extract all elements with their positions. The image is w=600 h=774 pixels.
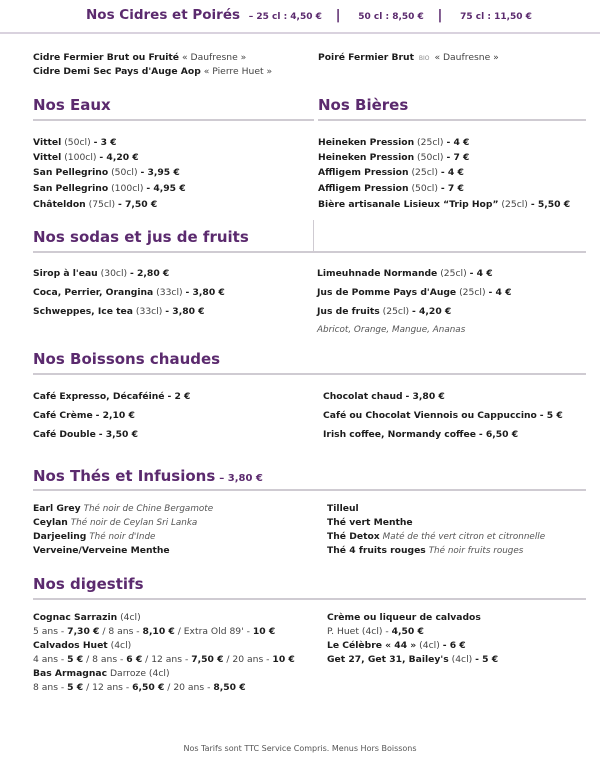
- item-size: (25cl): [417, 137, 444, 148]
- item-price: - 4,20 €: [99, 152, 139, 163]
- item-size: (100cl): [64, 152, 97, 163]
- item-price: - 7,50 €: [118, 199, 158, 210]
- biere-item: [318, 183, 464, 194]
- item-size: (50cl): [111, 167, 138, 178]
- item-name: Jus de fruits: [317, 306, 380, 317]
- item-size: (25cl): [440, 268, 467, 279]
- digestif-item: [327, 612, 481, 623]
- digestif-item: [327, 654, 498, 665]
- the-item: [327, 503, 359, 515]
- age-label: / 20 ans -: [226, 654, 270, 665]
- item-size: (30cl): [100, 268, 128, 279]
- age-label: / 20 ans -: [167, 682, 211, 693]
- section-title-bieres: Nos Bières: [318, 96, 409, 114]
- item-desc: Thé noir fruits rouges: [428, 546, 524, 556]
- item-size: (4cl): [110, 640, 132, 651]
- age-price: 8,10 €: [142, 626, 175, 637]
- digestif-prices: [33, 682, 246, 693]
- item-price: - 3 €: [93, 137, 117, 148]
- soda-item: [33, 287, 225, 298]
- item-price: - 3,95 €: [140, 167, 180, 178]
- section-divider: [33, 598, 586, 600]
- eau-item: [33, 152, 139, 163]
- section-divider: [33, 119, 314, 121]
- item-name: Café Expresso, Décaféiné: [33, 391, 165, 402]
- the-item: [33, 545, 170, 557]
- item-price: - 6 €: [442, 640, 466, 651]
- biere-item: [318, 152, 469, 163]
- item-name: Affligem Pression: [318, 183, 409, 194]
- item-name: Thé Detox: [327, 531, 380, 542]
- section-divider: [33, 489, 586, 491]
- footer-note: Nos Tarifs sont TTC Service Compris. Menus Hors Boissons: [183, 744, 417, 753]
- item-desc: « Daufresne »: [181, 52, 247, 63]
- item-name: Poiré Fermier Brut: [318, 52, 414, 63]
- section-divider: [318, 119, 586, 121]
- biere-item: [318, 199, 570, 210]
- the-item: [33, 531, 155, 543]
- jus-item: [317, 268, 493, 279]
- item-name: Bière artisanale Lisieux “Trip Hop”: [318, 199, 499, 210]
- item-price: - 7 €: [440, 183, 464, 194]
- item-name: Affligem Pression: [318, 167, 409, 178]
- section-title-digestifs: Nos digestifs: [33, 575, 144, 593]
- digestif-item: [33, 640, 131, 651]
- item-size: (25cl): [459, 287, 486, 298]
- age-label: 5 ans -: [33, 626, 65, 637]
- age-price: 8,50 €: [213, 682, 246, 693]
- item-name: San Pellegrino: [33, 183, 109, 194]
- item-price: - 4,95 €: [146, 183, 186, 194]
- item-name: Thé vert Menthe: [327, 517, 413, 528]
- item-name: Chocolat chaud: [323, 391, 403, 402]
- item-size: (33cl): [135, 306, 163, 317]
- header-bar: [0, 0, 600, 34]
- item-size: (4cl): [148, 668, 170, 679]
- item-desc: Maté de thé vert citron et citronnelle: [382, 532, 546, 542]
- digestif-prices: [327, 626, 424, 637]
- section-price: – 3,80 €: [219, 473, 263, 484]
- poire-item: [318, 52, 499, 64]
- bio-badge: BIO: [418, 55, 430, 62]
- item-name: Crème ou liqueur de calvados: [327, 612, 481, 623]
- soda-item: [33, 306, 205, 317]
- item-price: - 4 €: [440, 167, 464, 178]
- item-price: - 3,80 €: [405, 391, 445, 402]
- jus-flavors: [317, 324, 465, 336]
- age-label: / Extra Old 89' -: [177, 626, 250, 637]
- item-price: - 7 €: [446, 152, 470, 163]
- item-price: - 4 €: [446, 137, 470, 148]
- item-name: Sirop à l'eau: [33, 268, 98, 279]
- item-price: - 2 €: [167, 391, 191, 402]
- digestif-item: [33, 668, 170, 679]
- item-size: (4cl): [451, 654, 473, 665]
- age-label: / 12 ans -: [86, 682, 130, 693]
- item-size: (50cl): [64, 137, 91, 148]
- chaude-item: [33, 429, 138, 440]
- item-name: Tilleul: [327, 503, 359, 514]
- item-price: - 3,80 €: [185, 287, 225, 298]
- item-name: Le Célèbre « 44 »: [327, 640, 417, 651]
- biere-item: [318, 137, 469, 148]
- section-divider: [33, 373, 586, 375]
- item-name: Thé 4 fruits rouges: [327, 545, 426, 556]
- section-title-sodas: Nos sodas et jus de fruits: [33, 228, 249, 246]
- item-name: Verveine/Verveine Menthe: [33, 545, 170, 556]
- item-size: (4cl): [120, 612, 141, 623]
- age-price: 5 €: [67, 682, 84, 693]
- item-price: - 4,20 €: [412, 306, 452, 317]
- age-price: 4,50 €: [391, 626, 424, 637]
- item-size: (50cl): [417, 152, 444, 163]
- jus-item: [317, 306, 451, 317]
- item-price: - 2,80 €: [130, 268, 170, 279]
- cidre-item: [33, 66, 272, 77]
- item-size: (4cl): [419, 640, 440, 651]
- soda-item: [33, 268, 169, 279]
- item-price: - 3,50 €: [98, 429, 139, 440]
- eau-item: [33, 199, 157, 210]
- eau-item: [33, 183, 186, 194]
- section-divider: [33, 251, 586, 253]
- price-75cl: 75 cl : 11,50 €: [460, 12, 532, 22]
- chaude-item: [323, 410, 563, 421]
- the-item: [327, 545, 523, 557]
- item-price: - 5,50 €: [530, 199, 571, 210]
- item-size: (50cl): [411, 183, 438, 194]
- item-desc: « Pierre Huet »: [203, 66, 273, 77]
- item-name: Café Double: [33, 429, 96, 440]
- item-price: - 5 €: [475, 654, 499, 665]
- age-label: 8 ans -: [33, 682, 65, 693]
- item-size: (25cl): [501, 199, 528, 210]
- item-size: (100cl): [111, 183, 144, 194]
- age-price: 6 €: [126, 654, 143, 665]
- item-desc: Thé noir de Chine Bergamote: [83, 504, 214, 514]
- item-name: Bas Armagnac: [33, 668, 108, 679]
- item-name: Darjeeling: [33, 531, 87, 542]
- item-name: Coca, Perrier, Orangina: [33, 287, 154, 298]
- item-name: Vittel: [33, 152, 62, 163]
- item-price: - 2,10 €: [95, 410, 135, 421]
- price-separator: |: [335, 7, 341, 23]
- the-item: [33, 517, 197, 529]
- item-name: Café ou Chocolat Viennois ou Cappuccino: [323, 410, 537, 421]
- chaude-item: [323, 429, 518, 440]
- age-price: 10 €: [252, 626, 276, 637]
- section-title-chaudes: Nos Boissons chaudes: [33, 350, 221, 368]
- item-desc: « Daufresne »: [434, 52, 499, 63]
- flavors-text: Abricot, Orange, Mangue, Ananas: [317, 325, 466, 335]
- item-price: - 4 €: [488, 287, 512, 298]
- digestif-item: [33, 612, 141, 623]
- jus-item: [317, 287, 511, 298]
- item-size: (33cl): [156, 287, 183, 298]
- item-desc: Thé noir de Ceylan Sri Lanka: [70, 518, 198, 528]
- age-label: / 12 ans -: [145, 654, 189, 665]
- age-price: 5 €: [67, 654, 84, 665]
- item-price: - 4 €: [469, 268, 493, 279]
- item-name: Châteldon: [33, 199, 86, 210]
- age-label: 4 ans -: [33, 654, 65, 665]
- section-title-eaux: Nos Eaux: [33, 96, 111, 114]
- age-price: 7,30 €: [67, 626, 100, 637]
- item-name: Earl Grey: [33, 503, 81, 514]
- item-desc: Thé noir d'Inde: [89, 532, 156, 542]
- price-separator: |: [437, 7, 443, 23]
- item-name: Cognac Sarrazin: [33, 612, 118, 623]
- age-label: P. Huet (4cl) -: [327, 626, 389, 637]
- price-25cl: – 25 cl : 4,50 €: [248, 12, 322, 22]
- cidres-title: [86, 7, 532, 23]
- item-name: Irish coffee, Normandy coffee: [323, 429, 476, 440]
- age-price: 6,50 €: [132, 682, 165, 693]
- chaude-item: [33, 391, 190, 402]
- column-divider: [313, 220, 314, 252]
- item-price: - 3,80 €: [165, 306, 205, 317]
- item-desc: Darroze: [109, 668, 146, 679]
- item-price: - 6,50 €: [478, 429, 519, 440]
- age-label: / 8 ans -: [102, 626, 140, 637]
- section-title-text: Nos Thés et Infusions: [33, 467, 216, 485]
- the-item: [327, 531, 545, 543]
- eau-item: [33, 167, 180, 178]
- digestif-item: [327, 640, 466, 651]
- item-name: Ceylan: [33, 517, 68, 528]
- eau-item: [33, 137, 117, 148]
- item-name: Heineken Pression: [318, 152, 415, 163]
- chaude-item: [323, 391, 445, 402]
- item-price: - 5 €: [539, 410, 563, 421]
- item-name: Vittel: [33, 137, 62, 148]
- item-size: (25cl): [382, 306, 410, 317]
- item-name: Limeuhnade Normande: [317, 268, 438, 279]
- digestif-prices: [33, 626, 275, 637]
- the-item: [33, 503, 213, 515]
- age-label: / 8 ans -: [86, 654, 124, 665]
- age-price: 10 €: [272, 654, 295, 665]
- item-size: (25cl): [411, 167, 438, 178]
- cidre-item: [33, 52, 246, 63]
- digestif-prices: [33, 654, 295, 665]
- age-price: 7,50 €: [191, 654, 224, 665]
- the-item: [327, 517, 413, 529]
- item-name: Jus de Pomme Pays d'Auge: [317, 287, 457, 298]
- item-name: Schweppes, Ice tea: [33, 306, 133, 317]
- item-name: Cidre Fermier Brut ou Fruité: [33, 52, 180, 63]
- item-size: (75cl): [88, 199, 116, 210]
- item-name: Get 27, Get 31, Bailey's: [327, 654, 449, 665]
- price-50cl: 50 cl : 8,50 €: [358, 12, 424, 22]
- item-name: Calvados Huet: [33, 640, 108, 651]
- item-name: Cidre Demi Sec Pays d'Auge Aop: [33, 66, 201, 77]
- item-name: Café Crème: [33, 410, 93, 421]
- section-title-thes: [33, 467, 263, 485]
- cidres-title-text: Nos Cidres et Poirés: [86, 7, 241, 23]
- chaude-item: [33, 410, 135, 421]
- biere-item: [318, 167, 464, 178]
- item-name: San Pellegrino: [33, 167, 109, 178]
- item-name: Heineken Pression: [318, 137, 415, 148]
